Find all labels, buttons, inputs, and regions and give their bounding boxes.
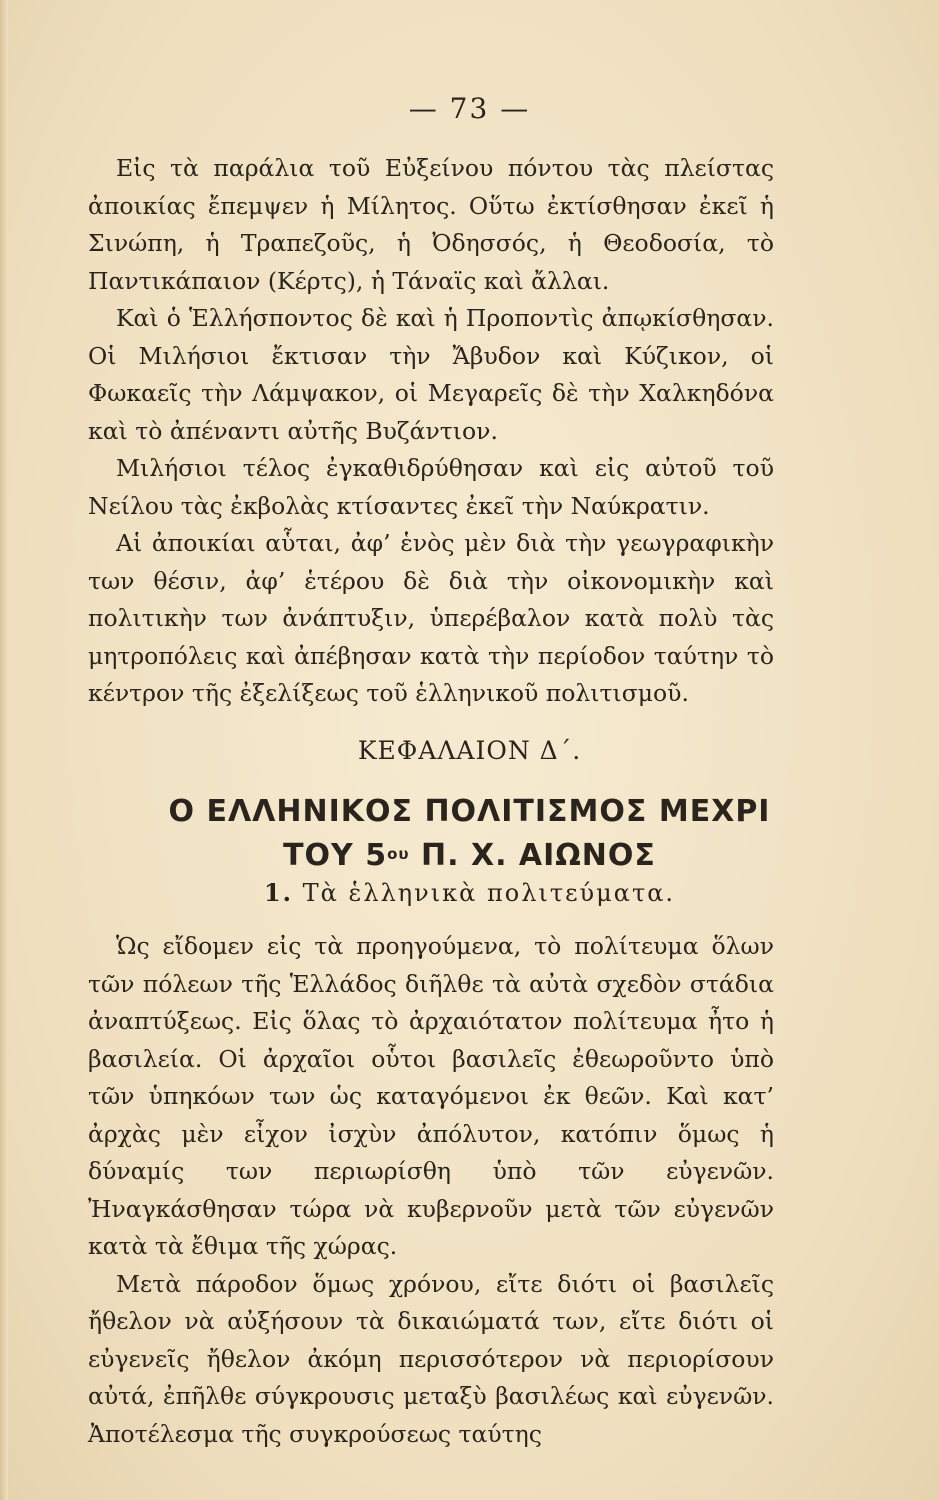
paragraph: Εἰς τὰ παράλια τοῦ Εὐξείνου πόντου τὰς πλείστας ἀποικίας ἔπεμψεν ἡ Μίλητος. Οὕτω ἐκτίσθησαν ἐκεῖ ἡ Σινώπη, ἡ Τραπεζοῦς, ἡ Ὀδησσός, ἡ Θεοδοσία, τὸ Παντικάπαιον (Κέρτς), ἡ Τάναϊς καὶ ἄλλαι. <box>88 154 774 295</box>
section-text-polities <box>88 928 774 1453</box>
paragraph: Μιλήσιοι τέλος ἐγκαθιδρύθησαν καὶ εἰς αὐτοῦ τοῦ Νείλου τὰς ἐκβολὰς κτίσαντες ἐκεῖ τὴν Ναύκρατιν. <box>88 454 774 520</box>
paragraph: Μετὰ πάροδον ὅμως χρόνου, εἴτε διότι οἱ βασιλεῖς ἤθελον νὰ αὐξήσουν τὰ δικαιώματά των, εἴτε διότι οἱ εὐγενεῖς ἤθελον ἀκόμη περισσότερον νὰ περιορίσουν αὐτά, ἐπῆλθε σύγκρουσις μεταξὺ βασιλέως καὶ εὐγενῶν. Ἀποτέλεσμα τῆς συγκρούσεως ταύτης <box>88 1269 774 1448</box>
chapter-title-line2 <box>0 834 939 878</box>
chapter-title-line1: Ο ΕΛΛΗΝΙΚΟΣ ΠΟΛΙΤΙΣΜΟΣ ΜΕΧΡΙ <box>168 794 771 829</box>
chapter-title-part: Π. Χ. ΑΙΩΝΟΣ <box>409 838 656 873</box>
section-title: Τὰ ἑλληνικὰ πολιτεύματα. <box>302 879 676 907</box>
chapter-title-part: ΤΟΥ 5 <box>283 838 388 873</box>
section-text-colonies <box>88 150 774 713</box>
chapter-title-superscript: ου <box>387 845 410 863</box>
chapter-label: ΚΕΦΑΛΑΙΟΝ Δ΄. <box>357 736 582 765</box>
section-number: 1. <box>263 878 293 907</box>
paragraph: Καὶ ὁ Ἑλλήσποντος δὲ καὶ ἡ Προποντὶς ἀπῳκίσθησαν. Οἱ Μιλήσιοι ἔκτισαν τὴν Ἄβυδον καὶ Κύζικον, οἱ Φωκαεῖς τὴν Λάμψακον, οἱ Μεγαρεῖς δὲ τὴν Χαλκηδόνα καὶ τὸ ἀπέναντι αὐτῆς Βυζάντιον. <box>88 304 774 445</box>
page-number: — 73 — <box>408 92 531 125</box>
section-heading <box>0 878 939 907</box>
paragraph: Ὡς εἴδομεν εἰς τὰ προηγούμενα, τὸ πολίτευμα ὅλων τῶν πόλεων τῆς Ἑλλάδος διῆλθε τὰ αὐτὰ σχεδὸν στάδια ἀναπτύξεως. Εἰς ὅλας τὸ ἀρχαιότατον πολίτευμα ἦτο ἡ βασιλεία. Οἱ ἀρχαῖοι οὗτοι βασιλεῖς ἐθεωροῦντο ὑπὸ τῶν ὑπηκόων των ὡς καταγόμενοι ἐκ θεῶν. Καὶ κατ’ ἀρχὰς μὲν εἶχον ἰσχὺν ἀπόλυτον, κατόπιν ὅμως ἡ δύναμίς των περιωρίσθη ὑπὸ τῶν εὐγενῶν. Ἠναγκάσθησαν τώρα νὰ κυβερνοῦν μετὰ τῶν εὐγενῶν κατὰ τὰ ἔθιμα τῆς χώρας. <box>88 932 774 1260</box>
paragraph: Αἱ ἀποικίαι αὗται, ἀφ’ ἑνὸς μὲν διὰ τὴν γεωγραφικὴν των θέσιν, ἀφ’ ἑτέρου δὲ διὰ τὴν οἰκονομικὴν καὶ πολιτικὴν των ἀνάπτυξιν, ὑπερέβαλον κατὰ πολὺ τὰς μητροπόλεις καὶ ἀπέβησαν κατὰ τὴν περίοδον ταύτην τὸ κέντρον τῆς ἐξελίξεως τοῦ ἑλληνικοῦ πολιτισμοῦ. <box>88 529 774 707</box>
chapter-title <box>0 790 939 878</box>
